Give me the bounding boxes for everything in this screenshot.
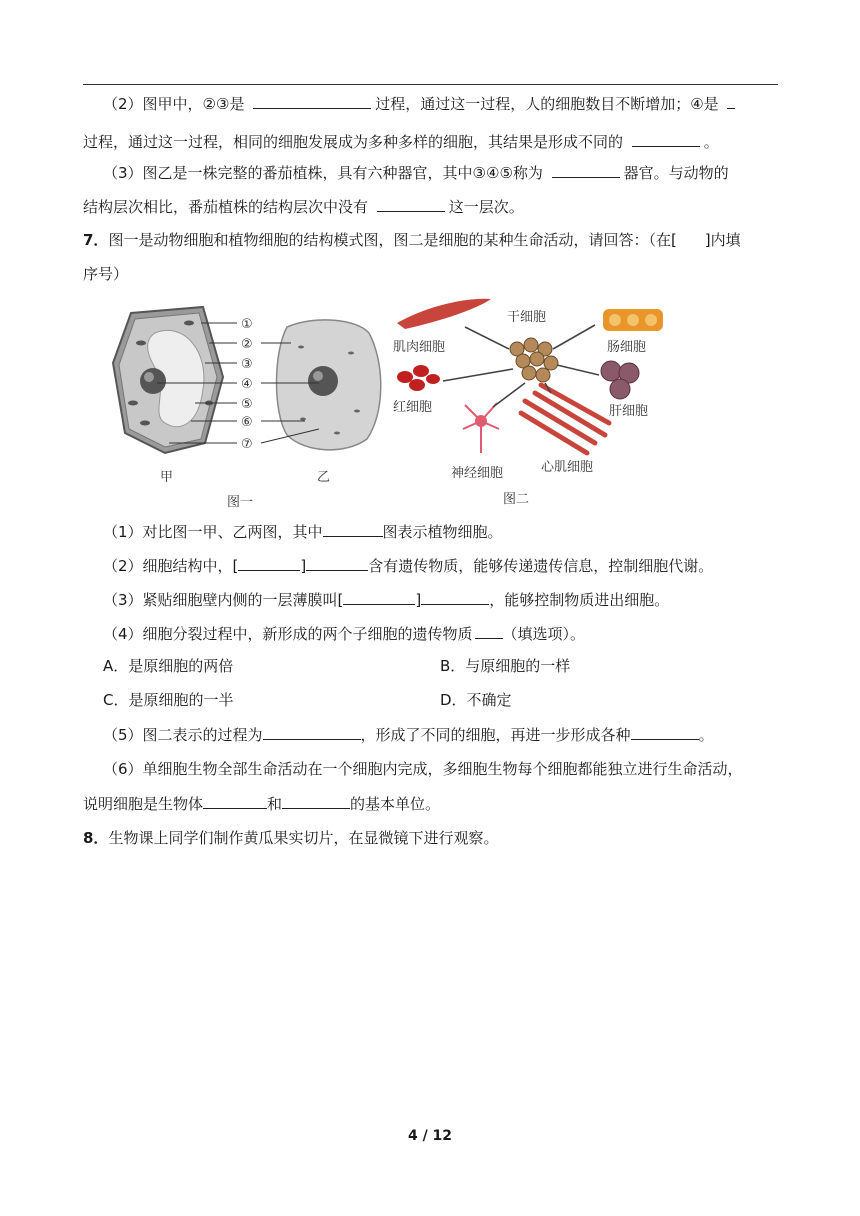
q6-p2-text-b: 过程，通过这一过程，人的细胞数目不断增加；④是 <box>375 95 719 113</box>
answer-blank[interactable] <box>727 93 735 109</box>
q6-p3-text-a: （3）图乙是一株完整的番茄植株，具有六种器官，其中③④⑤称为 <box>103 164 543 182</box>
q7-stem-line1 <box>83 230 783 250</box>
q7-sub5-text-c: 。 <box>698 726 714 744</box>
label-muscle-cell: 肌肉细胞 <box>393 340 446 355</box>
q7-sub6-text-a: （6）单细胞生物全部生命活动在一个细胞内完成，多细胞生物每个细胞都能独立进行生命活动， <box>103 760 743 778</box>
answer-blank[interactable] <box>253 93 371 109</box>
q8-text: 生物课上同学们制作黄瓜果实切片，在显微镜下进行观察。 <box>108 829 499 847</box>
answer-blank[interactable] <box>282 793 350 809</box>
header-rule <box>83 84 778 85</box>
nerve-cell-shape <box>463 403 499 453</box>
marker-1: ① <box>241 317 253 332</box>
question-number: 8． <box>83 829 109 847</box>
cardiac-cells-shape <box>521 385 609 453</box>
q6-p3-text-b: 器官。与动物的 <box>623 164 729 182</box>
q6-p3-text-d: 这一层次。 <box>448 198 524 216</box>
q7-sub2 <box>103 555 803 576</box>
q7-stem-text-c: 序号） <box>83 265 129 283</box>
q7-stem-text-a: 图一是动物细胞和植物细胞的结构模式图，图二是细胞的某种生命活动，请回答：（在[ <box>108 231 677 249</box>
marker-2: ② <box>241 337 253 352</box>
answer-blank[interactable] <box>306 555 368 571</box>
label-jia: 甲 <box>160 470 174 485</box>
q8-stem <box>83 828 783 848</box>
q7-sub6-text-d: 的基本单位。 <box>350 795 441 813</box>
page-number: 4 / 12 <box>407 1128 453 1144</box>
answer-blank[interactable] <box>263 724 361 740</box>
q6-part2-line1 <box>103 93 803 114</box>
structure-markers <box>241 317 253 452</box>
marker-6: ⑥ <box>241 415 253 430</box>
nerve-cell-body <box>475 415 487 427</box>
cell-figure <box>105 293 675 515</box>
answer-blank[interactable] <box>631 724 699 740</box>
plant-cell <box>113 307 223 453</box>
label-red-blood-cell: 红细胞 <box>393 400 433 415</box>
animal-cell <box>277 320 381 450</box>
answer-blank[interactable] <box>323 521 383 537</box>
q7-sub3-text-c: ，能够控制物质进出细胞。 <box>489 591 670 609</box>
q7-sub6-text-b: 说明细胞是生物体 <box>83 795 204 813</box>
marker-7: ⑦ <box>241 437 253 452</box>
option-d: D．不确定 <box>440 691 512 709</box>
label-cardiac-cell: 心肌细胞 <box>541 460 594 475</box>
question-number: 7． <box>83 231 109 249</box>
q6-part3-line2 <box>83 196 783 217</box>
answer-blank[interactable] <box>238 555 300 571</box>
q7-stem-line2 <box>83 264 783 284</box>
q7-sub4-text-a: （4）细胞分裂过程中，新形成的两个子细胞的遗传物质 <box>103 625 473 643</box>
label-nerve-cell: 神经细胞 <box>451 466 504 481</box>
q7-sub3-text-a: （3）紧贴细胞壁内侧的一层薄膜叫[ <box>103 591 344 609</box>
q7-stem-text-b: ]内填 <box>704 231 741 249</box>
q7-sub6-text-c: 和 <box>267 795 283 813</box>
q7-sub1-text-b: 图表示植物细胞。 <box>382 523 503 541</box>
marker-5: ⑤ <box>241 397 253 412</box>
q7-sub3 <box>103 589 803 610</box>
intestine-cells-shape <box>603 309 663 331</box>
q7-sub5-text-a: （5）图二表示的过程为 <box>103 726 263 744</box>
q6-p2-text-d: 。 <box>703 133 719 151</box>
stem-cell-cluster <box>510 338 558 382</box>
answer-blank[interactable] <box>421 589 489 605</box>
answer-blank[interactable] <box>632 131 700 147</box>
q7-sub1-text-a: （1）对比图一甲、乙两图，其中 <box>103 523 323 541</box>
caption-figure-2: 图二 <box>503 492 530 507</box>
q7-sub3-text-b: ] <box>415 591 422 609</box>
q7-sub2-text-a: （2）细胞结构中，[ <box>103 557 239 575</box>
muscle-cell-shape <box>397 299 491 329</box>
q6-part3-line1 <box>103 162 803 183</box>
q7-sub6-line1 <box>103 759 803 779</box>
marker-3: ③ <box>241 357 253 372</box>
q6-p3-text-c: 结构层次相比，番茄植株的结构层次中没有 <box>83 198 369 216</box>
q6-p2-text-c: 过程，通过这一过程，相同的细胞发展成为多种多样的细胞，其结果是形成不同的 <box>83 133 624 151</box>
q7-sub2-text-b: ] <box>300 557 307 575</box>
label-liver-cell: 肝细胞 <box>609 404 649 419</box>
differentiation-diagram <box>393 299 663 481</box>
marker-4: ④ <box>241 377 253 392</box>
label-intestine-cell: 肠细胞 <box>607 340 647 355</box>
option-c: C．是原细胞的一半 <box>103 691 234 709</box>
red-blood-cells-shape <box>397 365 440 391</box>
q7-sub5-text-b: ，形成了不同的细胞，再进一步形成各种 <box>360 726 631 744</box>
q7-sub5 <box>103 724 803 745</box>
q7-sub2-text-c: 含有遗传物质，能够传递遗传信息，控制细胞代谢。 <box>368 557 714 575</box>
answer-blank[interactable] <box>203 793 267 809</box>
answer-blank[interactable] <box>552 162 620 178</box>
answer-blank[interactable] <box>343 589 415 605</box>
q6-part2-line2 <box>83 131 783 152</box>
answer-blank[interactable] <box>377 196 445 212</box>
q6-p2-text-a: （2）图甲中，②③是 <box>103 95 245 113</box>
answer-blank[interactable] <box>475 623 503 639</box>
option-b: B．与原细胞的一样 <box>440 657 571 675</box>
label-stem-cell: 干细胞 <box>507 310 547 325</box>
label-yi: 乙 <box>317 470 331 485</box>
q7-sub1 <box>103 521 803 542</box>
liver-cells-shape <box>601 361 639 399</box>
q7-sub4 <box>103 623 803 644</box>
cell-diagram <box>105 293 675 515</box>
option-a: A．是原细胞的两倍 <box>103 657 234 675</box>
caption-figure-1: 图一 <box>227 495 254 510</box>
q7-sub4-text-b: （填选项）。 <box>502 625 586 643</box>
q7-sub6-line2 <box>83 793 783 814</box>
